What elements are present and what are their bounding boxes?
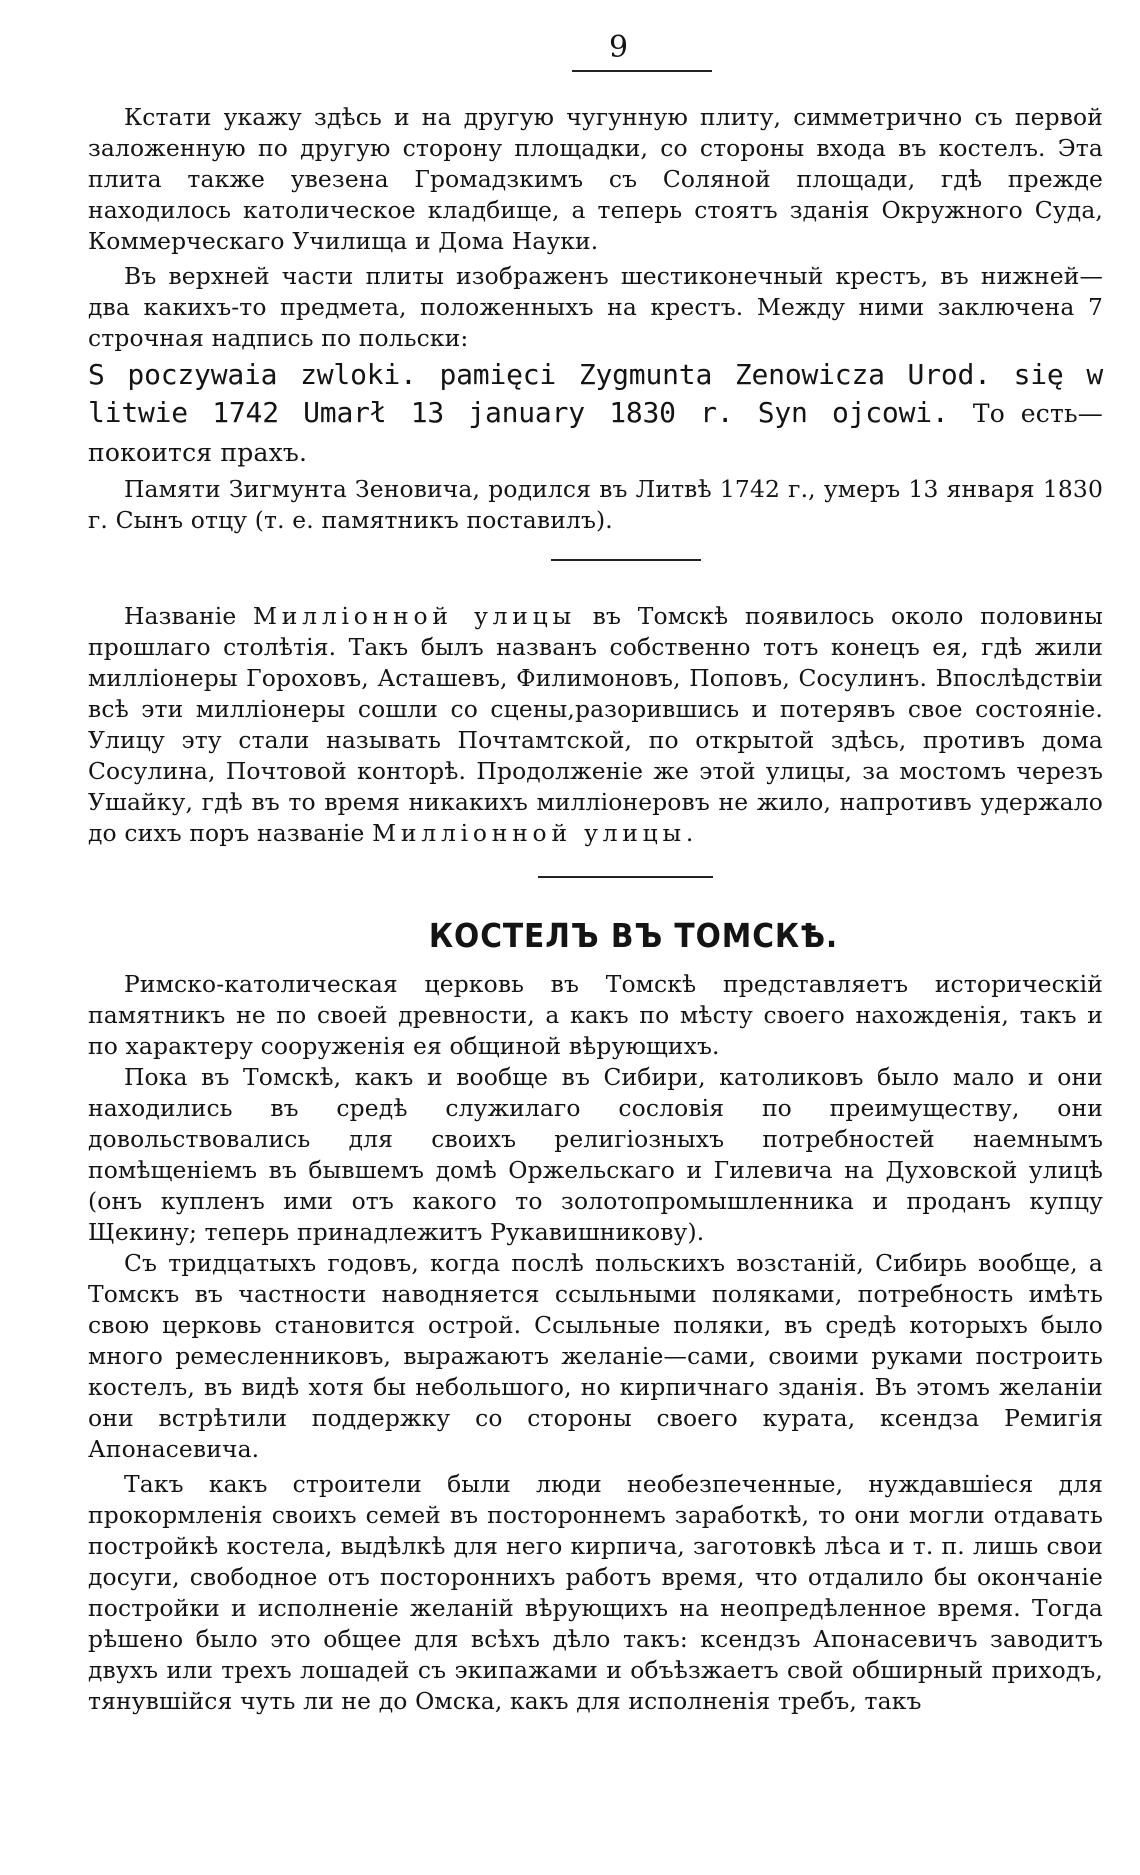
section-divider-1	[551, 559, 701, 561]
street-name: Миллiонной улицы	[253, 602, 576, 630]
page-number-rule	[572, 70, 712, 72]
paragraph-church-intro: Римско-католическая церковь въ Томскѣ представляетъ историческій памятникъ не по своей древности, а какъ по мѣсту своего нахожденія, такъ и по характеру сооруженія ея общиной вѣрующихъ.	[88, 970, 1103, 1060]
text-before-street-name: Названіе	[124, 602, 237, 630]
paragraph-early-catholics: Пока въ Томскѣ, какъ и вообще въ Сибири, католиковъ было мало и они находились въ средѣ служилаго сословія по преимуществу, они довольствовались для своихъ религіозныхъ потребностей наемнымъ помѣщеніемъ въ бывшемъ домѣ Оржельскаго и Гилевича на Духовской улицѣ (онъ купленъ ими отъ какого то золотопромышленника и проданъ купцу Щекину; теперь принадлежитъ Рукавишникову).	[88, 1063, 1103, 1246]
translation-lead: То есть—покоится прахъ.	[88, 399, 1103, 467]
paragraph-translation: Памяти Зигмунта Зеновича, родился въ Литвѣ 1742 г., умеръ 13 января 1830 г. Сынъ отцу (т. е. памятникъ поставилъ).	[88, 475, 1103, 534]
polish-inscription	[88, 356, 1103, 472]
page-number: 9	[608, 30, 629, 65]
section-heading: КОСТЕЛЪ ВЪ ТОМСКѢ.	[428, 916, 839, 955]
street-name-end: Миллiонной улицы.	[372, 819, 699, 847]
inscription-text: S poczywaia zwloki. pamięci Zygmunta Zenowicza Urod. się w litwie 1742 Umarł 13 january 1830 r. Syn ojcowi.	[88, 358, 1103, 429]
section-divider-2	[538, 876, 713, 878]
paragraph-second-plate: Кстати укажу здѣсь и на другую чугунную плиту, симметрично съ первой заложенную по другую сторону площадки, со стороны входа въ костелъ. Эта плита также увезена Громадзкимъ съ Соляной площади, гдѣ прежде находилось католическое кладбище, а теперь стоятъ зданія Окружного Суда, Коммерческаго Училища и Дома Науки.	[88, 103, 1103, 255]
paragraph-millionnaya-street	[88, 601, 1103, 849]
text-after-street-name: въ Томскѣ появилось около половины прошлаго столѣтія. Такъ былъ названъ собственно тотъ конецъ ея, гдѣ жили милліонеры Гороховъ, Асташевъ, Филимоновъ, Поповъ, Сосулинъ. Впослѣдствіи всѣ эти милліонеры сошли со сцены,разорившись и потерявъ свое состояніе. Улицу эту стали называть Почтамтской, по открытой здѣсь, противъ дома Сосулина, Почтовой конторѣ. Продолженіе же этой улицы, за мостомъ черезъ Ушайку, гдѣ въ то время никакихъ милліонеровъ не жило, напротивъ удержало до сихъ поръ названіе	[88, 602, 1103, 847]
paragraph-exiled-poles: Съ тридцатыхъ годовъ, когда послѣ польскихъ возстаній, Сибирь вообще, а Томскъ въ частности наводняется ссыльными поляками, потребность имѣть свою церковь становится острой. Ссыльные поляки, въ средѣ которыхъ было много ремесленниковъ, выражаютъ желаніе—сами, своими руками построить костелъ, въ видѣ хотя бы небольшого, но кирпичнаго зданія. Въ этомъ желаніи они встрѣтили поддержку со стороны своего курата, ксендза Ремигія Апонасевича.	[88, 1249, 1103, 1463]
book-page	[88, 28, 1103, 1717]
paragraph-plate-description: Въ верхней части плиты изображенъ шестиконечный крестъ, въ нижней—два какихъ-то предмета, положенныхъ на крестъ. Между ними заключена 7 строчная надпись по польски:	[88, 262, 1103, 352]
paragraph-builders: Такъ какъ строители были люди необезпеченные, нуждавшiеся для прокормленія своихъ семей въ постороннемъ заработкѣ, то они могли отдавать постройкѣ костела, выдѣлкѣ для него кирпича, заготовкѣ лѣса и т. п. лишь свои досуги, свободное отъ постороннихъ работъ время, что отдалило бы окончаніе постройки и исполненіе желаній вѣрующихъ на неопредѣленное время. Тогда рѣшено было это общее для всѣхъ дѣло такъ: ксендзъ Апонасевичъ заводитъ двухъ или трехъ лошадей съ экипажами и объѣзжаетъ свой обширный приходъ, тянувшійся чуть ли не до Омска, какъ для исполненія требъ, такъ	[88, 1470, 1103, 1715]
